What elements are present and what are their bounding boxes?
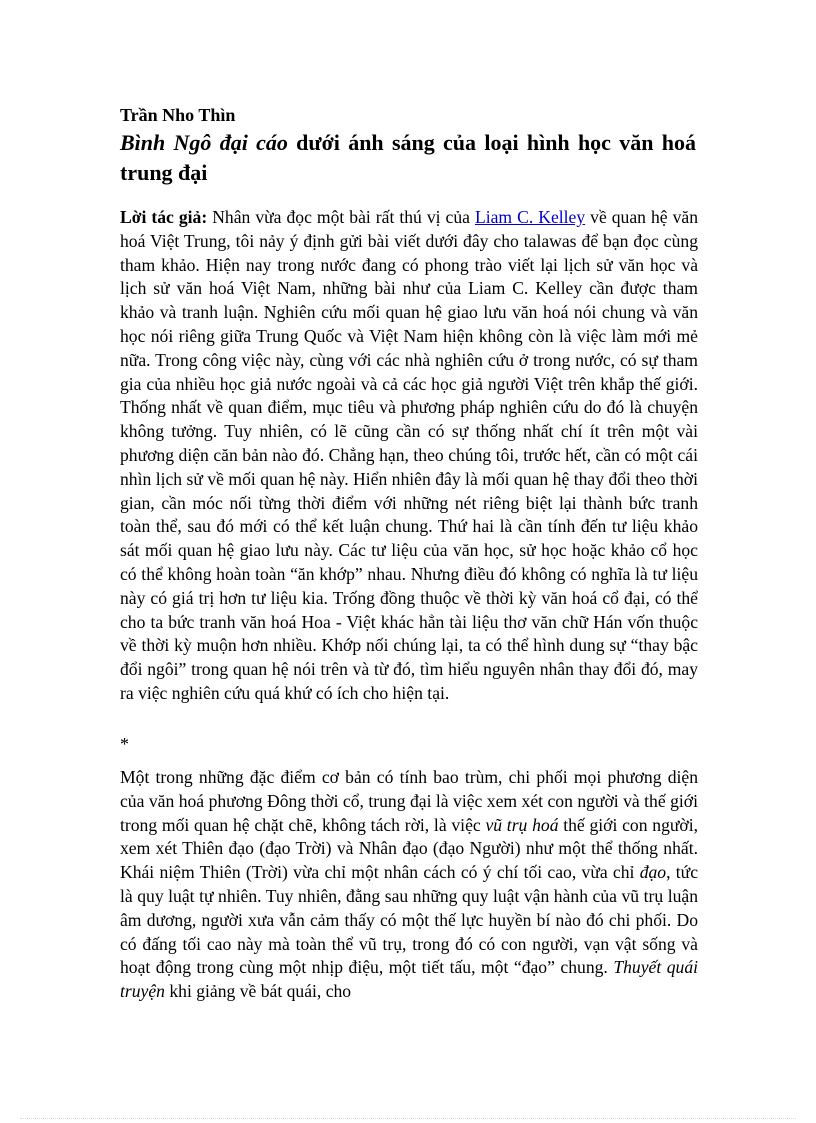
- preface-text-after-link: về quan hệ văn hoá Việt Trung, tôi nảy ý định gửi bài viết dưới đây cho talawas để bạn đọc cùng tham khảo. Hiện nay trong nước đang có phong trào viết lại lịch sử văn học và lịch sử văn hoá Việt Nam, những bài như của Liam C. Kelley cần được tham khảo và tranh luận. Nghiên cứu mối quan hệ giao lưu văn hoá nói chung và văn học nói riêng giữa Trung Quốc và Việt Nam hiện không còn là việc làm mới mẻ nữa. Trong công việc này, cùng với các nhà nghiên cứu ở trong nước, có sự tham gia của nhiều học giả nước ngoài và cả các học giả người Việt trên khắp thế giới. Thống nhất về quan điểm, mục tiêu và phương pháp nghiên cứu do đó là chuyện không tưởng. Tuy nhiên, có lẽ cũng cần có sự thống nhất chí ít trên một vài phương diện căn bản nào đó. Chẳng hạn, theo chúng tôi, trước hết, cần có một cái nhìn lịch sử về mối quan hệ này. Hiển nhiên đây là mối quan hệ thay đổi theo thời gian, cần móc nối từng thời điểm với những nét riêng biệt lại thành bức tranh toàn thể, sau đó mới có thể kết luận chung. Thứ hai là cần tính đến tư liệu khảo sát mối quan hệ giao lưu này. Các tư liệu của văn học, sử học hoặc khảo cổ học có thể không hoàn toàn “ăn khớp” nhau. Nhưng điều đó không có nghĩa là tư liệu này có giá trị hơn tư liệu kia. Trống đồng thuộc về thời kỳ văn hoá cổ đại, có thể cho ta bức tranh văn hoá Hoa - Việt khác hẳn tài liệu thơ văn chữ Hán vốn thuộc về thời kỳ muộn hơn nhiều. Khớp nối chúng lại, ta có thể hình dung sự “thay bậc đổi ngôi” trong quan hệ nói trên và từ đó, tìm hiểu nguyên nhân thay đổi đó, may ra việc nghiên cứu quá khứ có ích cho hiện tại.: [120, 207, 698, 703]
- body-text-2: thế giới con người, xem xét Thiên đạo (đạo Trời) và Nhân đạo (đạo Người) như một thể thống nhất. Khái niệm Thiên (Trời) vừa chỉ một nhân cách có ý chí tối cao, vừa chỉ: [120, 814, 699, 883]
- title-rest: dưới ánh sáng của loại hình học văn hoá trung đại: [120, 130, 696, 185]
- body-italic-3: Thuyết quái truyện: [120, 957, 699, 1002]
- author-name: Trần Nho Thìn: [120, 105, 236, 125]
- preface-label: Lời tác giả:: [120, 207, 208, 227]
- article-title: [120, 128, 696, 188]
- body-text-1: Một trong những đặc điểm cơ bản có tính bao trùm, chi phối mọi phương diện của văn hoá phương Đông thời cổ, trung đại là việc xem xét con người và thế giới trong mối quan hệ chặt chẽ, không tách rời, là việc: [120, 767, 698, 835]
- title-italic-part: Bình Ngô đại cáo: [120, 130, 288, 155]
- body-italic-1: vũ trụ hoá: [485, 814, 559, 835]
- section-separator: *: [120, 734, 129, 754]
- preface-text-before-link: Nhân vừa đọc một bài rất thú vị của: [207, 207, 475, 227]
- body-text-3: , tức là quy luật tự nhiên. Tuy nhiên, đằng sau những quy luật vận hành của vũ trụ luận âm dương, người xưa vẫn cảm thấy có một thế lực huyền bí nào đó chi phối. Do có đấng tối cao này mà toàn thể vũ trụ, trong đó có con người, vạn vật sống và hoạt động trong cùng một nhịp điệu, một tiết tấu, một “đạo” chung.: [120, 862, 698, 978]
- body-italic-2: đạo: [639, 862, 667, 883]
- body-text-4: khi giảng về bát quái, cho: [164, 981, 352, 1002]
- page-bottom-border: [20, 1118, 796, 1119]
- body-paragraph: [120, 766, 698, 1004]
- preface-paragraph: [120, 206, 698, 706]
- author-link[interactable]: Liam C. Kelley: [474, 207, 586, 227]
